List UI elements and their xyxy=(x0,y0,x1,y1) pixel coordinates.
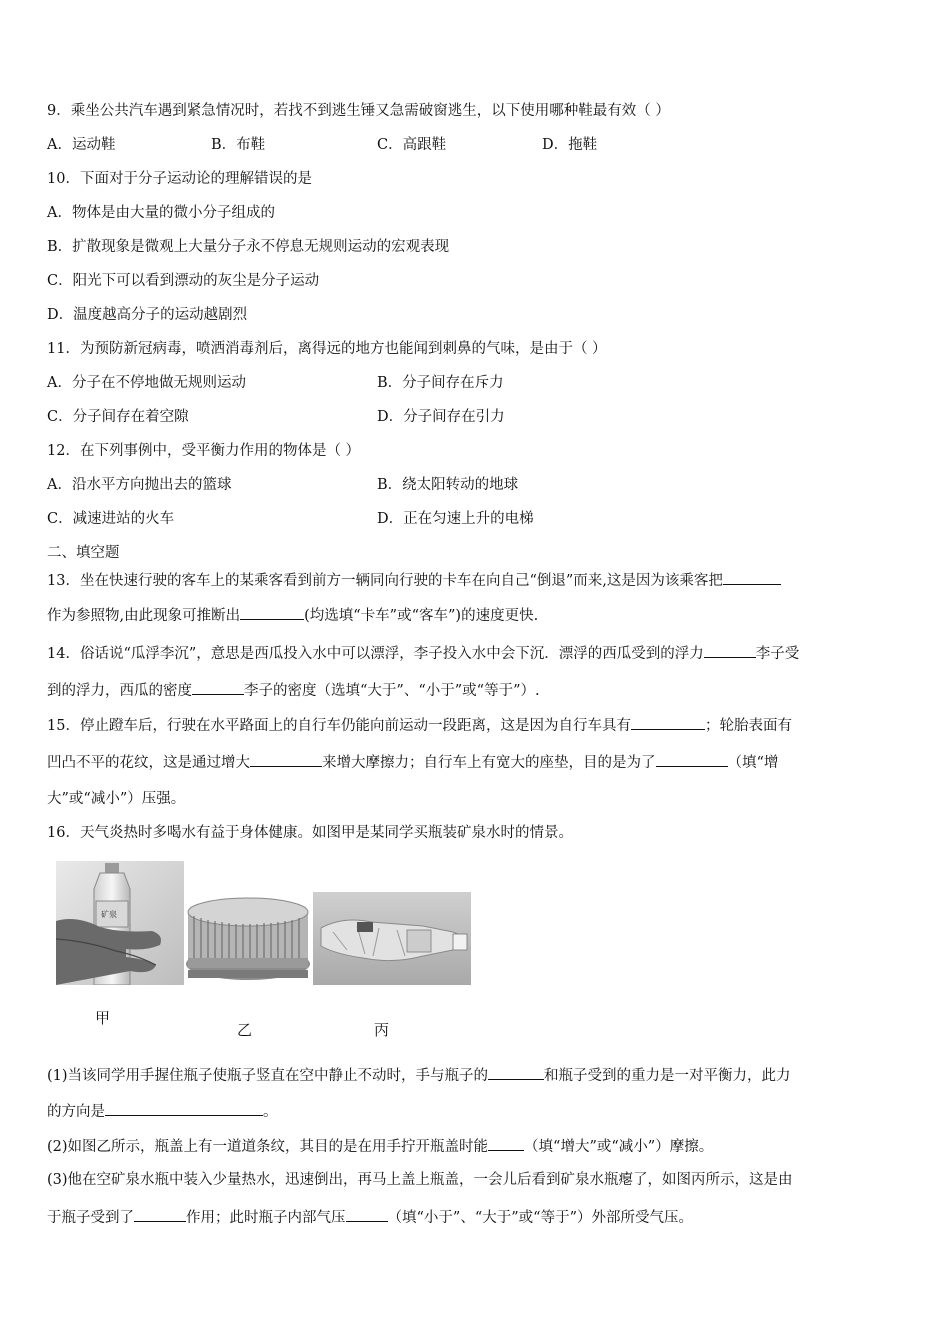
bottle-cap-image xyxy=(184,886,312,985)
q16-part2-text-2: （填“增大”或“减小”）摩擦。 xyxy=(524,1139,714,1155)
q16-part1-text-2: 和瓶子受到的重力是一对平衡力，此力 xyxy=(544,1068,791,1084)
q15-line3: 大”或“减小”）压强。 xyxy=(47,791,186,807)
q16-blank-4[interactable] xyxy=(134,1207,186,1222)
svg-text:矿泉: 矿泉 xyxy=(101,910,117,919)
q16-blank-1[interactable] xyxy=(488,1065,544,1080)
q15-text-4: 来增大摩擦力；自行车上有宽大的座垫，目的是为了 xyxy=(322,755,656,771)
q14-line2 xyxy=(47,680,540,701)
q12-stem: 12．在下列事例中，受平衡力作用的物体是（ ） xyxy=(47,443,361,459)
q11-option-b: B．分子间存在斥力 xyxy=(377,375,504,391)
photo-yi xyxy=(184,886,312,985)
q12-option-b: B．绕太阳转动的地球 xyxy=(377,477,519,493)
q15-text-3: 凹凸不平的花纹，这是通过增大 xyxy=(47,755,250,771)
q16-part2-line xyxy=(47,1136,713,1157)
q15-line2 xyxy=(47,752,778,773)
q10-stem: 10．下面对于分子运动论的理解错误的是 xyxy=(47,171,312,187)
q16-part1-text-3: 的方向是 xyxy=(47,1104,105,1120)
q14-text-3: 到的浮力，西瓜的密度 xyxy=(47,683,192,699)
q10-option-a: A．物体是由大量的微小分子组成的 xyxy=(47,205,275,221)
q16-part1-line2 xyxy=(47,1101,278,1122)
q9-option-a: A．运动鞋 xyxy=(47,137,116,153)
q10-option-c: C．阳光下可以看到漂动的灰尘是分子运动 xyxy=(47,273,320,289)
q11-option-d: D．分子间存在引力 xyxy=(377,409,505,425)
q14-blank-2[interactable] xyxy=(192,680,244,695)
q13-line2 xyxy=(47,605,538,626)
q15-blank-1[interactable] xyxy=(631,715,705,730)
q14-text-1: 14．俗话说“瓜浮李沉”，意思是西瓜投入水中可以漂浮，李子投入水中会下沉．漂浮的西瓜受到的浮力 xyxy=(47,646,704,662)
q16-blank-3[interactable] xyxy=(488,1136,524,1151)
q15-text-5: （填“增 xyxy=(727,755,779,771)
q13-line1 xyxy=(47,570,781,591)
q15-text-1: 15．停止蹬车后，行驶在水平路面上的自行车仍能向前运动一段距离，这是因为自行车具有 xyxy=(47,718,631,734)
q16-part3-text-1: 于瓶子受到了 xyxy=(47,1210,134,1226)
photo-bing xyxy=(313,892,471,985)
q14-text-4: 李子的密度（选填“大于”、“小于”或“等于”）. xyxy=(244,683,540,699)
caption-yi: 乙 xyxy=(237,1021,253,1039)
q16-blank-2[interactable] xyxy=(105,1101,263,1116)
q16-part3-text-2: 作用；此时瓶子内部气压 xyxy=(186,1210,346,1226)
q13-text-3: (均选填“卡车”或“客车”)的速度更快. xyxy=(304,608,539,624)
q16-part2-text-1: (2)如图乙所示，瓶盖上有一道道条纹，其目的是在用手拧开瓶盖时能 xyxy=(47,1139,489,1155)
q13-blank-2[interactable] xyxy=(240,605,304,620)
q15-line1 xyxy=(47,715,792,736)
crushed-bottle-image xyxy=(313,892,471,985)
q16-blank-5[interactable] xyxy=(346,1207,388,1222)
q14-text-2: 李子受 xyxy=(755,646,800,662)
q15-blank-3[interactable] xyxy=(656,752,728,767)
q14-line1 xyxy=(47,643,799,664)
q9-stem: 9．乘坐公共汽车遇到紧急情况时，若找不到逃生锤又急需破窗逃生，以下使用哪种鞋最有效（ ） xyxy=(47,103,670,119)
photo-jia xyxy=(56,861,184,985)
q13-text-2: 作为参照物,由此现象可推断出 xyxy=(47,608,241,624)
q11-option-c: C．分子间存在着空隙 xyxy=(47,409,189,425)
q16-part1-text-4: 。 xyxy=(263,1104,278,1120)
q16-part1-text-1: (1)当该同学用手握住瓶子使瓶子竖直在空中静止不动时，手与瓶子的 xyxy=(47,1068,489,1084)
q16-part3-line1: (3)他在空矿泉水瓶中装入少量热水，迅速倒出，再马上盖上瓶盖，一会儿后看到矿泉水瓶瘪了，如图丙所示，这是由 xyxy=(47,1172,793,1188)
caption-jia: 甲 xyxy=(95,1009,111,1027)
q10-option-b: B．扩散现象是微观上大量分子永不停息无规则运动的宏观表现 xyxy=(47,239,450,255)
q12-option-a: A．沿水平方向抛出去的篮球 xyxy=(47,477,232,493)
q15-text-2: ；轮胎表面有 xyxy=(704,718,792,734)
q11-stem: 11．为预防新冠病毒，喷洒消毒剂后，离得远的地方也能闻到刺鼻的气味，是由于（ ） xyxy=(47,341,607,357)
q15-blank-2[interactable] xyxy=(250,752,322,767)
hand-bottle-image xyxy=(56,861,184,985)
q13-blank-1[interactable] xyxy=(723,570,781,585)
q12-option-c: C．减速进站的火车 xyxy=(47,511,175,527)
q14-blank-1[interactable] xyxy=(704,643,756,658)
q10-option-d: D．温度越高分子的运动越剧烈 xyxy=(47,307,248,323)
q16-part3-line2 xyxy=(47,1207,693,1228)
q9-option-b: B．布鞋 xyxy=(211,137,266,153)
q11-option-a: A．分子在不停地做无规则运动 xyxy=(47,375,246,391)
caption-bing: 丙 xyxy=(374,1021,390,1039)
q16-part1-line1 xyxy=(47,1065,791,1086)
q12-option-d: D．正在匀速上升的电梯 xyxy=(377,511,534,527)
q9-option-d: D．拖鞋 xyxy=(542,137,598,153)
q9-option-c: C．高跟鞋 xyxy=(377,137,447,153)
q13-text-1: 13．坐在快速行驶的客车上的某乘客看到前方一辆同向行驶的卡车在向自己“倒退”而来,这是因为该乘客把 xyxy=(47,573,723,589)
q16-stem: 16．天气炎热时多喝水有益于身体健康。如图甲是某同学买瓶装矿泉水时的情景。 xyxy=(47,825,573,841)
q16-part3-text-3: （填“小于”、“大于”或“等于”）外部所受气压。 xyxy=(387,1210,693,1226)
section-heading: 二、填空题 xyxy=(47,545,120,561)
